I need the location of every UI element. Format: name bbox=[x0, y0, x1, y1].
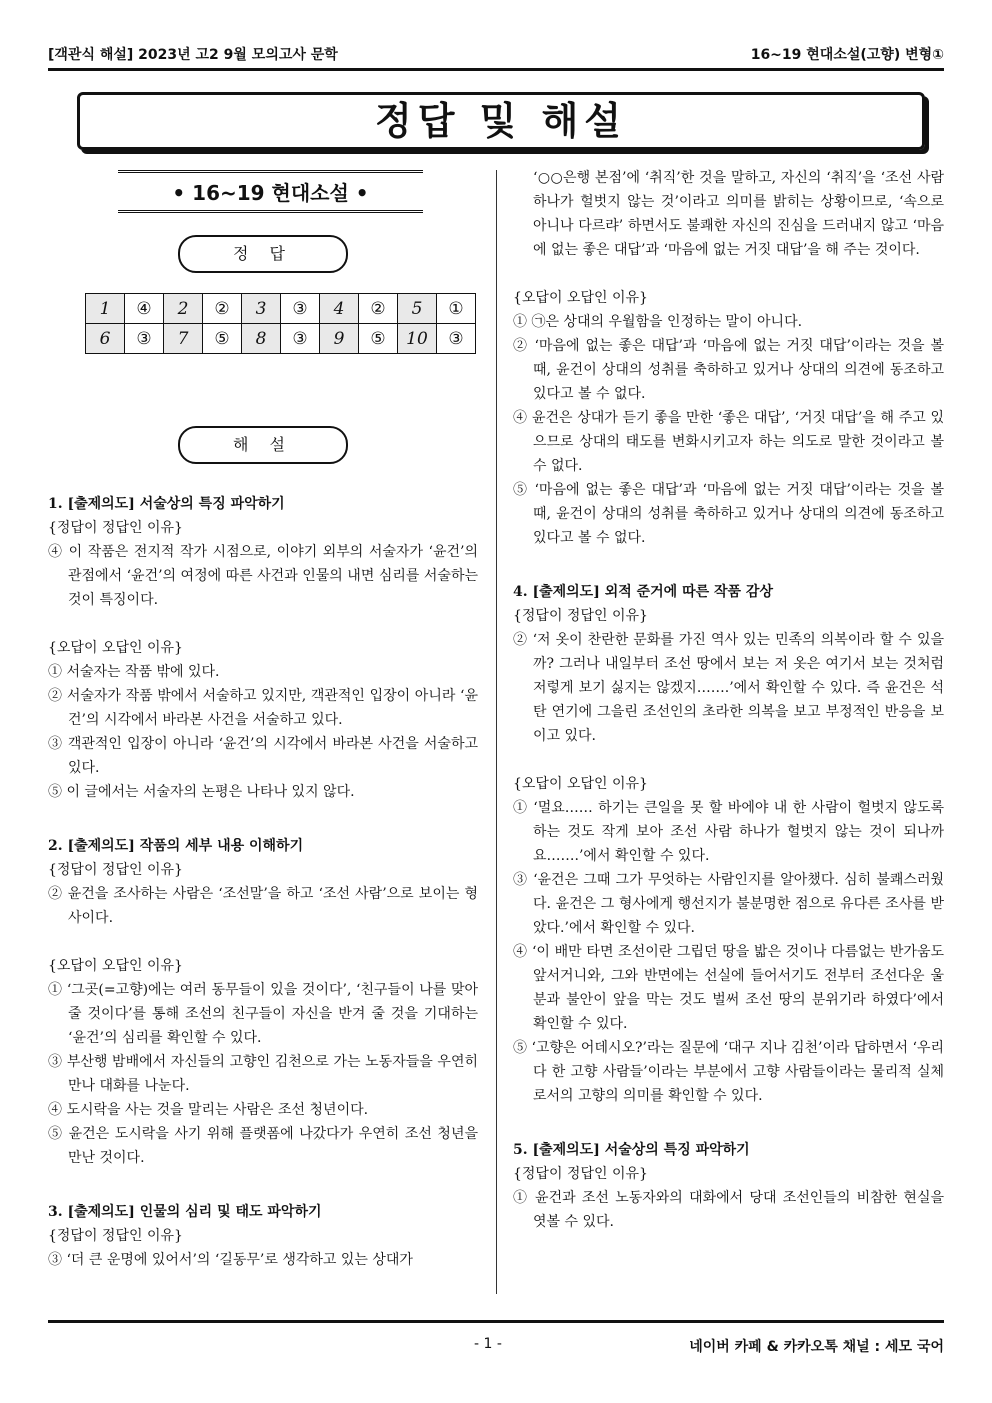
column-divider bbox=[496, 170, 497, 1294]
title-box bbox=[77, 92, 925, 150]
q5-correct-label: {정답이 정답인 이유} bbox=[513, 1166, 648, 1182]
answer-table bbox=[85, 293, 476, 354]
q-answer: ③ bbox=[437, 324, 476, 354]
answer-row bbox=[86, 324, 476, 354]
q-num: 8 bbox=[242, 324, 281, 354]
left-column bbox=[48, 166, 478, 1272]
footer-credit: 네이버 카페 & 카카오톡 채널 : 세모 국어 bbox=[689, 1339, 944, 1355]
q-num: 5 bbox=[398, 294, 437, 324]
q1-wrong-item: ① 서술자는 작품 밖에 있다. bbox=[48, 664, 220, 680]
q-num: 10 bbox=[398, 324, 437, 354]
q-answer: ⑤ bbox=[359, 324, 398, 354]
page-header bbox=[48, 44, 944, 66]
explain-label: 해 설 bbox=[178, 426, 348, 464]
q-num: 2 bbox=[164, 294, 203, 324]
q4-heading: 4. [출제의도] 외적 준거에 따른 작품 감상 bbox=[513, 584, 773, 600]
q2-wrong-item: ① ‘그곳(=고향)에는 여러 동무들이 있을 것이다’, ‘친구들이 나를 맞아 줄 것이다’를 통해 조선의 친구들이 자신을 반겨 줄 것을 기대하는 ‘윤건’의 심리를 확인할 수 있다. bbox=[48, 982, 478, 1046]
q-answer: ② bbox=[203, 294, 242, 324]
q-num: 3 bbox=[242, 294, 281, 324]
q-answer: ③ bbox=[281, 324, 320, 354]
q2-wrong-label: {오답이 오답인 이유} bbox=[48, 958, 183, 974]
q4-wrong-item: ① ‘멀요…… 하기는 큰일을 못 할 바에야 내 한 사람이 헐벗지 않도록 하는 것도 작게 보아 조선 사람 하나가 헐벗지 않는 것이 되나까요…….’에서 확인할 수 있다. bbox=[513, 800, 944, 864]
q2-wrong-item: ③ 부산행 밤배에서 자신들의 고향인 김천으로 가는 노동자들을 우연히 만나 대화를 나눈다. bbox=[48, 1054, 478, 1094]
header-left: [객관식 해설] 2023년 고2 9월 모의고사 문학 bbox=[48, 47, 338, 63]
q1-correct-item: ④ 이 작품은 전지적 작가 시점으로, 이야기 외부의 서술자가 ‘윤건’의 관점에서 ‘윤건’의 여정에 따른 사건과 인물의 내면 심리를 서술하는 것이 특징이다. bbox=[48, 544, 478, 608]
q3-wrong-item: ① ㉠은 상대의 우월함을 인정하는 말이 아니다. bbox=[513, 314, 803, 330]
q4-correct-label: {정답이 정답인 이유} bbox=[513, 608, 648, 624]
q1-correct-label: {정답이 정답인 이유} bbox=[48, 520, 183, 536]
q5-heading: 5. [출제의도] 서술상의 특징 파악하기 bbox=[513, 1142, 750, 1158]
q2-wrong-item: ④ 도시락을 사는 것을 말리는 사람은 조선 청년이다. bbox=[48, 1102, 369, 1118]
q-num: 6 bbox=[86, 324, 125, 354]
q2-wrong-item: ⑤ 윤건은 도시락을 사기 위해 플랫폼에 나갔다가 우연히 조선 청년을 만난 것이다. bbox=[48, 1126, 478, 1166]
q4-wrong-label: {오답이 오답인 이유} bbox=[513, 776, 648, 792]
q5-correct-item: ① 윤건과 조선 노동자와의 대화에서 당대 조선인들의 비참한 현실을 엿볼 수 있다. bbox=[513, 1190, 944, 1230]
q3-heading: 3. [출제의도] 인물의 심리 및 태도 파악하기 bbox=[48, 1204, 322, 1220]
q-num: 1 bbox=[86, 294, 125, 324]
q2-correct-item: ② 윤건을 조사하는 사람은 ‘조선말’을 하고 ‘조선 사람’으로 보이는 형사이다. bbox=[48, 886, 478, 926]
q3-wrong-label: {오답이 오답인 이유} bbox=[513, 290, 648, 306]
page-title: 정답 및 해설 bbox=[375, 99, 627, 143]
q4-wrong-item: ④ ‘이 배만 타면 조선이란 그립던 땅을 밟은 것이나 다름없는 반가움도 앞서거니와, 그와 반면에는 선실에 들어서기도 전부터 조선다운 울분과 불안이 앞을 막는 것도 벌써 조선 땅의 분위기라 하였다’에서 확인할 수 있다. bbox=[513, 944, 944, 1032]
header-right: 16~19 현대소설(고향) 변형① bbox=[750, 47, 944, 63]
q-answer: ① bbox=[437, 294, 476, 324]
q2-correct-label: {정답이 정답인 이유} bbox=[48, 862, 183, 878]
q3-wrong-item: ⑤ ‘마음에 없는 좋은 대답’과 ‘마음에 없는 거짓 대답’이라는 것을 볼 때, 윤건이 상대의 성취를 축하하고 있거나 상대의 의견에 동조하고 있다고 볼 수 없다. bbox=[513, 482, 944, 546]
q-num: 4 bbox=[320, 294, 359, 324]
answer-row bbox=[86, 294, 476, 324]
page-number: - 1 - bbox=[474, 1336, 502, 1352]
q1-wrong-item: ③ 객관적인 입장이 아니라 ‘윤건’의 시각에서 바라본 사건을 서술하고 있다. bbox=[48, 736, 478, 776]
right-column bbox=[513, 166, 944, 1234]
q-answer: ③ bbox=[281, 294, 320, 324]
q1-wrong-item: ⑤ 이 글에서는 서술자의 논평은 나타나 있지 않다. bbox=[48, 784, 355, 800]
q1-heading: 1. [출제의도] 서술상의 특징 파악하기 bbox=[48, 496, 285, 512]
footer-rule bbox=[48, 1320, 944, 1323]
q-num: 9 bbox=[320, 324, 359, 354]
q1-wrong-item: ② 서술자가 작품 밖에서 서술하고 있지만, 객관적인 입장이 아니라 ‘윤건’의 시각에서 바라본 사건을 서술하고 있다. bbox=[48, 688, 478, 728]
header-rule bbox=[48, 68, 944, 71]
q4-correct-item: ② ‘저 옷이 찬란한 문화를 가진 역사 있는 민족의 의복이라 할 수 있을까? 그러나 내일부터 조선 땅에서 보는 저 옷은 여기서 보는 것처럼 저렇게 보기 싫지는 않겠지…….’에서 확인할 수 있다. 즉 윤건은 석탄 연기에 그을린 조선인의 초라한 의복을 보고 부정적인 반응을 보이고 있다. bbox=[513, 632, 944, 744]
q3-wrong-item: ② ‘마음에 없는 좋은 대답’과 ‘마음에 없는 거짓 대답’이라는 것을 볼 때, 윤건이 상대의 성취를 축하하고 있거나 상대의 의견에 동조하고 있다고 볼 수 없다. bbox=[513, 338, 944, 402]
q-answer: ⑤ bbox=[203, 324, 242, 354]
q4-wrong-item: ③ ‘윤건은 그때 그가 무엇하는 사람인지를 알아챘다. 심히 불쾌스러웠다. 윤건은 그 형사에게 행선지가 불분명한 점으로 유다른 조사를 받았다.’에서 확인할 수 있다. bbox=[513, 872, 944, 936]
q3-correct-label: {정답이 정답인 이유} bbox=[48, 1228, 183, 1244]
q1-wrong-label: {오답이 오답인 이유} bbox=[48, 640, 183, 656]
section-title: • 16~19 현대소설 • bbox=[118, 170, 423, 213]
q3-wrong-item: ④ 윤건은 상대가 듣기 좋을 만한 ‘좋은 대답’, ‘거짓 대답’을 해 주고 있으므로 상대의 태도를 변화시키고자 하는 의도로 말한 것이라고 볼 수 없다. bbox=[513, 410, 944, 474]
answer-label: 정 답 bbox=[178, 235, 348, 273]
q3-correct-continued: ‘○○은행 본점’에 ‘취직’한 것을 말하고, 자신의 ‘취직’을 ‘조선 사람 하나가 헐벗지 않는 것’이라고 의미를 밝히는 상황이므로, ‘속으로 아니나 다르랴’ 하면서도 불쾌한 자신의 진심을 드러내지 않고 ‘마음에 없는 좋은 대답’과 ‘마음에 없는 거짓 대답’을 해 주는 것이다. bbox=[533, 170, 944, 258]
q3-correct-item: ③ ‘더 큰 운명에 있어서’의 ‘길동무’로 생각하고 있는 상대가 bbox=[48, 1252, 413, 1268]
q4-wrong-item: ⑤ ‘고향은 어데시오?’라는 질문에 ‘대구 지나 김천’이라 답하면서 ‘우리 다 한 고향 사람들’이라는 부분에서 고향 사람들이라는 물리적 실체로서의 고향의 의미를 확인할 수 있다. bbox=[513, 1040, 944, 1104]
q-num: 7 bbox=[164, 324, 203, 354]
q-answer: ③ bbox=[125, 324, 164, 354]
q-answer: ④ bbox=[125, 294, 164, 324]
q2-heading: 2. [출제의도] 작품의 세부 내용 이해하기 bbox=[48, 838, 304, 854]
q-answer: ② bbox=[359, 294, 398, 324]
